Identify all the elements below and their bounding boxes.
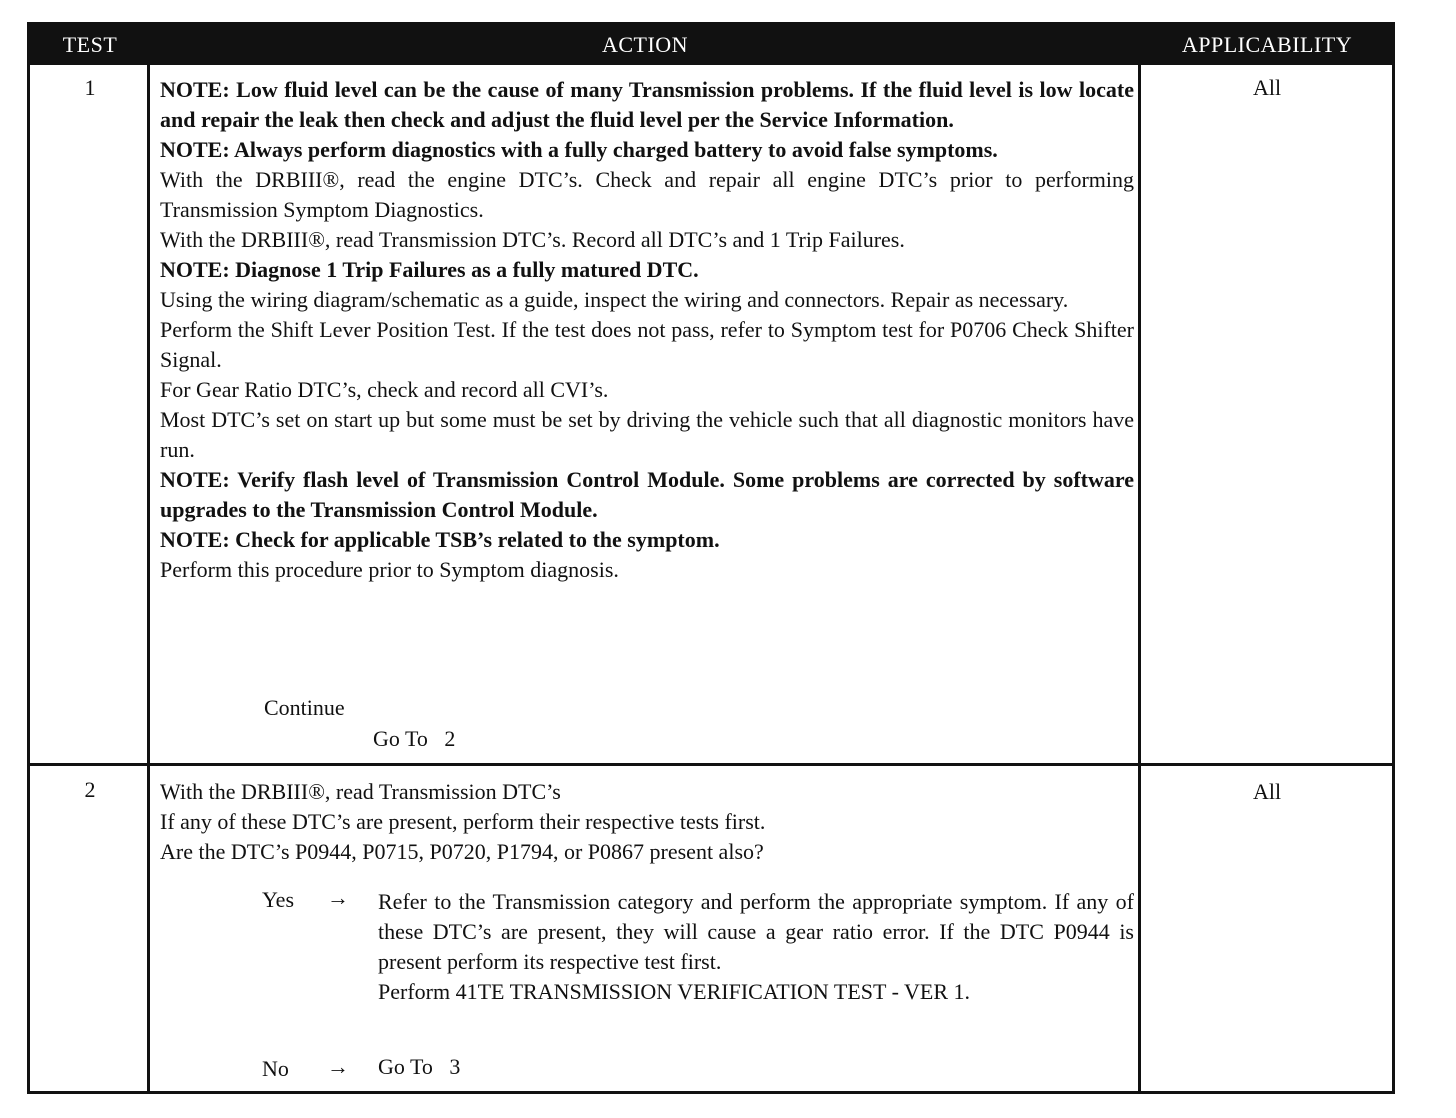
row2-action bbox=[160, 777, 1134, 867]
table-header bbox=[30, 25, 1392, 65]
yes-text: Perform 41TE TRANSMISSION VERIFICATION TEST - VER 1. bbox=[378, 979, 970, 1004]
header-action: ACTION bbox=[601, 32, 689, 57]
header-test: TEST bbox=[62, 32, 118, 57]
column-divider bbox=[147, 65, 150, 1091]
goto-label: Go To bbox=[373, 726, 428, 751]
no-goto-link[interactable] bbox=[378, 1054, 460, 1080]
action-line: NOTE: Check for applicable TSB’s related to the symptom. bbox=[160, 527, 720, 552]
action-line: Using the wiring diagram/schematic as a guide, inspect the wiring and connectors. Repair as necessary. bbox=[160, 287, 1069, 312]
no-label: No bbox=[262, 1056, 289, 1081]
action-line: With the DRBIII®, read Transmission DTC’s. Record all DTC’s and 1 Trip Failures. bbox=[160, 227, 905, 252]
row-divider bbox=[30, 763, 1392, 766]
action-line: NOTE: Diagnose 1 Trip Failures as a fully matured DTC. bbox=[160, 257, 699, 282]
action-line: Most DTC’s set on start up but some must be set by driving the vehicle such that all diagnostic monitors have run. bbox=[160, 407, 1134, 462]
action-line: NOTE: Verify flash level of Transmission Control Module. Some problems are corrected by software upgrades to the Transmission Control Module. bbox=[160, 467, 1134, 522]
action-line: Perform this procedure prior to Symptom diagnosis. bbox=[160, 557, 619, 582]
action-line: With the DRBIII®, read the engine DTC’s. Check and repair all engine DTC’s prior to performing Transmission Symptom Diagnostics. bbox=[160, 167, 1134, 222]
goto-target: 2 bbox=[444, 726, 456, 751]
row2-test-number: 2 bbox=[84, 777, 96, 802]
row1-action bbox=[160, 75, 1134, 585]
diagnostic-table bbox=[27, 22, 1395, 1094]
row1-test-number: 1 bbox=[84, 75, 96, 100]
column-divider bbox=[1138, 65, 1141, 1091]
action-line: For Gear Ratio DTC’s, check and record all CVI’s. bbox=[160, 377, 609, 402]
header-applicability: APPLICABILITY bbox=[1181, 32, 1353, 57]
yes-text: Refer to the Transmission category and perform the appropriate symptom. If any of these DTC’s are present, they will cause a gear ratio error. If the DTC P0944 is present perform its respective test first. bbox=[378, 889, 1134, 974]
goto-label: Go To bbox=[378, 1054, 433, 1079]
yes-arrow-icon: → bbox=[327, 885, 349, 910]
action-line: With the DRBIII®, read Transmission DTC’s bbox=[160, 779, 561, 804]
action-line: If any of these DTC’s are present, perform their respective tests first. bbox=[160, 809, 766, 834]
no-arrow-icon: → bbox=[327, 1054, 349, 1079]
action-line: NOTE: Low fluid level can be the cause of many Transmission problems. If the fluid level is low locate and repair the leak then check and adjust the fluid level per the Service Information. bbox=[160, 77, 1134, 132]
yes-label: Yes bbox=[262, 887, 295, 912]
goto-target: 3 bbox=[449, 1054, 461, 1079]
row1-applicability: All bbox=[1252, 75, 1282, 100]
action-line: Are the DTC’s P0944, P0715, P0720, P1794, or P0867 present also? bbox=[160, 839, 764, 864]
row2-applicability: All bbox=[1252, 779, 1282, 804]
yes-description bbox=[378, 887, 1134, 1007]
goto-link[interactable] bbox=[373, 726, 455, 752]
action-line: Perform the Shift Lever Position Test. If the test does not pass, refer to Symptom test for P0706 Check Shifter Signal. bbox=[160, 317, 1134, 372]
continue-label: Continue bbox=[264, 695, 345, 720]
action-line: NOTE: Always perform diagnostics with a fully charged battery to avoid false symptoms. bbox=[160, 137, 998, 162]
